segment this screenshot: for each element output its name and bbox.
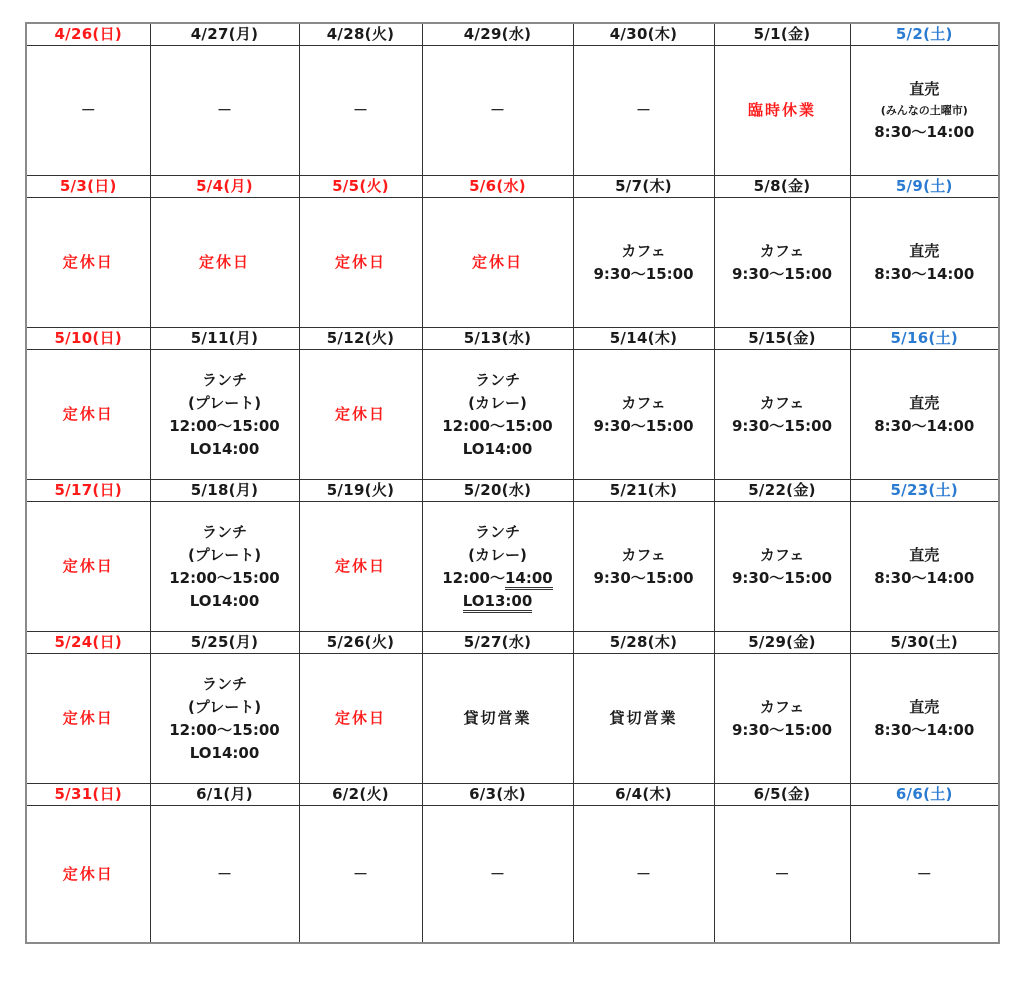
date-header: 5/13(水) bbox=[422, 328, 573, 350]
hours-text: 9:30～15:00 bbox=[593, 264, 694, 283]
schedule-label: 定休日 bbox=[62, 253, 114, 271]
schedule-label: カフェ bbox=[759, 697, 805, 716]
date-header: 5/19(火) bbox=[299, 480, 422, 502]
date-header: 5/23(土) bbox=[850, 480, 999, 502]
schedule-label: (プレート) bbox=[187, 393, 262, 412]
hours-text: 9:30～15:00 bbox=[593, 416, 694, 435]
day-schedule-cell bbox=[714, 46, 850, 176]
day-schedule-cell bbox=[573, 654, 714, 784]
schedule-label: 定休日 bbox=[62, 709, 114, 727]
day-schedule-cell bbox=[150, 502, 299, 632]
date-header: 5/4(月) bbox=[150, 176, 299, 198]
date-header: 5/9(土) bbox=[850, 176, 999, 198]
hours-text: 8:30～14:00 bbox=[874, 416, 975, 435]
date-header: 6/6(土) bbox=[850, 784, 999, 806]
no-schedule-dash: － bbox=[352, 864, 368, 883]
no-schedule-dash: － bbox=[489, 864, 505, 883]
day-schedule-cell bbox=[150, 654, 299, 784]
day-schedule-cell bbox=[422, 806, 573, 944]
schedule-label: 直売 bbox=[909, 545, 940, 564]
hours-text: LO14:00 bbox=[462, 439, 533, 458]
day-schedule-cell bbox=[714, 198, 850, 328]
schedule-label: 直売 bbox=[909, 697, 940, 716]
date-header: 4/27(月) bbox=[150, 23, 299, 46]
date-header: 5/8(金) bbox=[714, 176, 850, 198]
day-schedule-cell bbox=[150, 46, 299, 176]
day-schedule-cell bbox=[299, 806, 422, 944]
week-4-schedule-row bbox=[26, 502, 999, 632]
schedule-label: (カレー) bbox=[468, 545, 527, 564]
date-header: 5/6(水) bbox=[422, 176, 573, 198]
week-1-schedule-row bbox=[26, 46, 999, 176]
changed-hours-end: 14:00 bbox=[505, 569, 553, 590]
no-schedule-dash: － bbox=[216, 101, 232, 119]
no-schedule-dash: － bbox=[216, 864, 232, 883]
schedule-label: カフェ bbox=[759, 393, 805, 412]
week-1-date-header-row bbox=[26, 23, 999, 46]
week-3-schedule-row bbox=[26, 350, 999, 480]
schedule-label: 直売 bbox=[909, 241, 940, 260]
date-header: 5/31(日) bbox=[26, 784, 150, 806]
day-schedule-cell bbox=[850, 198, 999, 328]
hours-text: LO14:00 bbox=[189, 743, 260, 762]
schedule-label: 定休日 bbox=[62, 557, 114, 575]
event-note: (みんなの土曜市) bbox=[880, 103, 968, 117]
hours-text: 12:00～15:00 bbox=[169, 720, 280, 739]
schedule-label: カフェ bbox=[621, 241, 666, 260]
day-schedule-cell bbox=[299, 350, 422, 480]
date-header: 6/1(月) bbox=[150, 784, 299, 806]
schedule-label: 定休日 bbox=[198, 253, 250, 271]
schedule-label: (カレー) bbox=[468, 393, 527, 412]
no-schedule-dash: － bbox=[489, 101, 505, 119]
schedule-calendar bbox=[25, 22, 1000, 944]
calendar-body bbox=[26, 23, 999, 943]
day-schedule-cell bbox=[850, 502, 999, 632]
date-header: 5/21(木) bbox=[573, 480, 714, 502]
date-header: 5/16(土) bbox=[850, 328, 999, 350]
hours-text: 9:30～15:00 bbox=[731, 720, 833, 739]
hours-text: 12:00～15:00 bbox=[169, 568, 280, 587]
schedule-label: (プレート) bbox=[187, 545, 262, 564]
day-schedule-cell bbox=[422, 46, 573, 176]
date-header: 5/7(木) bbox=[573, 176, 714, 198]
date-header: 5/30(土) bbox=[850, 632, 999, 654]
date-header: 6/4(木) bbox=[573, 784, 714, 806]
date-header: 5/11(月) bbox=[150, 328, 299, 350]
schedule-label: 直売 bbox=[909, 79, 940, 98]
schedule-label: 定休日 bbox=[334, 405, 386, 423]
day-schedule-cell bbox=[422, 198, 573, 328]
week-2-date-header-row bbox=[26, 176, 999, 198]
schedule-label: 直売 bbox=[909, 393, 940, 412]
hours-text: 8:30～14:00 bbox=[874, 568, 975, 587]
date-header: 4/29(水) bbox=[422, 23, 573, 46]
day-schedule-cell bbox=[299, 654, 422, 784]
day-schedule-cell bbox=[714, 350, 850, 480]
week-4-date-header-row bbox=[26, 480, 999, 502]
week-6-date-header-row bbox=[26, 784, 999, 806]
day-schedule-cell bbox=[26, 806, 150, 944]
schedule-label: ランチ bbox=[474, 370, 520, 389]
day-schedule-cell bbox=[26, 350, 150, 480]
schedule-label: 貸切営業 bbox=[463, 709, 532, 727]
day-schedule-cell bbox=[573, 198, 714, 328]
date-header: 5/28(木) bbox=[573, 632, 714, 654]
hours-text: 8:30～14:00 bbox=[874, 720, 975, 739]
hours-text: LO14:00 bbox=[189, 591, 260, 610]
date-header: 5/22(金) bbox=[714, 480, 850, 502]
day-schedule-cell bbox=[422, 654, 573, 784]
no-schedule-dash: － bbox=[635, 101, 651, 119]
hours-text bbox=[423, 590, 573, 613]
date-header: 4/28(火) bbox=[299, 23, 422, 46]
date-header: 5/12(火) bbox=[299, 328, 422, 350]
date-header: 5/17(日) bbox=[26, 480, 150, 502]
changed-last-order: LO13:00 bbox=[463, 592, 533, 613]
date-header: 5/3(日) bbox=[26, 176, 150, 198]
day-schedule-cell bbox=[150, 198, 299, 328]
date-header: 5/10(日) bbox=[26, 328, 150, 350]
week-2-schedule-row bbox=[26, 198, 999, 328]
schedule-label: 定休日 bbox=[334, 557, 386, 575]
schedule-label: カフェ bbox=[621, 545, 666, 564]
week-5-date-header-row bbox=[26, 632, 999, 654]
day-schedule-cell bbox=[573, 46, 714, 176]
schedule-label: カフェ bbox=[759, 545, 805, 564]
hours-text: LO14:00 bbox=[189, 439, 260, 458]
no-schedule-dash: － bbox=[635, 864, 651, 883]
date-header: 6/5(金) bbox=[714, 784, 850, 806]
hours-text: 12:00～15:00 bbox=[169, 416, 280, 435]
schedule-label: ランチ bbox=[201, 522, 247, 541]
date-header: 5/18(月) bbox=[150, 480, 299, 502]
hours-text: 12:00～15:00 bbox=[442, 416, 553, 435]
day-schedule-cell bbox=[573, 502, 714, 632]
schedule-label: 定休日 bbox=[334, 253, 386, 271]
schedule-label: 定休日 bbox=[62, 864, 114, 883]
date-header: 5/24(日) bbox=[26, 632, 150, 654]
date-header: 4/30(木) bbox=[573, 23, 714, 46]
week-3-date-header-row bbox=[26, 328, 999, 350]
date-header: 5/15(金) bbox=[714, 328, 850, 350]
day-schedule-cell bbox=[714, 806, 850, 944]
day-schedule-cell bbox=[26, 654, 150, 784]
day-schedule-cell bbox=[422, 502, 573, 632]
no-schedule-dash: － bbox=[80, 101, 96, 119]
day-schedule-cell bbox=[26, 46, 150, 176]
day-schedule-cell bbox=[573, 350, 714, 480]
day-schedule-cell bbox=[850, 46, 999, 176]
schedule-label: 定休日 bbox=[334, 709, 386, 727]
hours-text: 9:30～15:00 bbox=[593, 568, 694, 587]
schedule-label: カフェ bbox=[621, 393, 666, 412]
date-header: 5/5(火) bbox=[299, 176, 422, 198]
schedule-label: ランチ bbox=[201, 370, 247, 389]
schedule-label: カフェ bbox=[759, 241, 805, 260]
day-schedule-cell bbox=[714, 502, 850, 632]
day-schedule-cell bbox=[714, 654, 850, 784]
date-header: 4/26(日) bbox=[26, 23, 150, 46]
schedule-label: ランチ bbox=[201, 674, 247, 693]
schedule-label: ランチ bbox=[474, 522, 520, 541]
hours-text: 9:30～15:00 bbox=[731, 416, 833, 435]
schedule-label: 定休日 bbox=[62, 405, 114, 423]
schedule-label: 臨時休業 bbox=[747, 101, 816, 119]
day-schedule-cell bbox=[299, 502, 422, 632]
date-header: 5/20(水) bbox=[422, 480, 573, 502]
date-header: 5/2(土) bbox=[850, 23, 999, 46]
day-schedule-cell bbox=[150, 350, 299, 480]
hours-text bbox=[423, 567, 573, 590]
hours-text: 9:30～15:00 bbox=[731, 568, 833, 587]
date-header: 5/1(金) bbox=[714, 23, 850, 46]
day-schedule-cell bbox=[850, 654, 999, 784]
hours-text: 8:30～14:00 bbox=[874, 122, 975, 141]
day-schedule-cell bbox=[299, 46, 422, 176]
hours-text: 9:30～15:00 bbox=[731, 264, 833, 283]
week-5-schedule-row bbox=[26, 654, 999, 784]
schedule-label: 定休日 bbox=[471, 253, 523, 271]
no-schedule-dash: － bbox=[774, 864, 790, 883]
date-header: 5/14(木) bbox=[573, 328, 714, 350]
day-schedule-cell bbox=[26, 198, 150, 328]
date-header: 5/29(金) bbox=[714, 632, 850, 654]
date-header: 6/3(水) bbox=[422, 784, 573, 806]
date-header: 5/26(火) bbox=[299, 632, 422, 654]
day-schedule-cell bbox=[299, 198, 422, 328]
day-schedule-cell bbox=[850, 350, 999, 480]
date-header: 5/27(水) bbox=[422, 632, 573, 654]
schedule-label: (プレート) bbox=[187, 697, 262, 716]
week-6-schedule-row bbox=[26, 806, 999, 944]
day-schedule-cell bbox=[573, 806, 714, 944]
day-schedule-cell bbox=[850, 806, 999, 944]
day-schedule-cell bbox=[422, 350, 573, 480]
date-header: 5/25(月) bbox=[150, 632, 299, 654]
day-schedule-cell bbox=[26, 502, 150, 632]
no-schedule-dash: － bbox=[916, 864, 932, 883]
hours-start: 12:00～ bbox=[442, 568, 505, 587]
schedule-label: 貸切営業 bbox=[609, 709, 678, 727]
date-header: 6/2(火) bbox=[299, 784, 422, 806]
day-schedule-cell bbox=[150, 806, 299, 944]
hours-text: 8:30～14:00 bbox=[874, 264, 975, 283]
no-schedule-dash: － bbox=[352, 101, 368, 119]
